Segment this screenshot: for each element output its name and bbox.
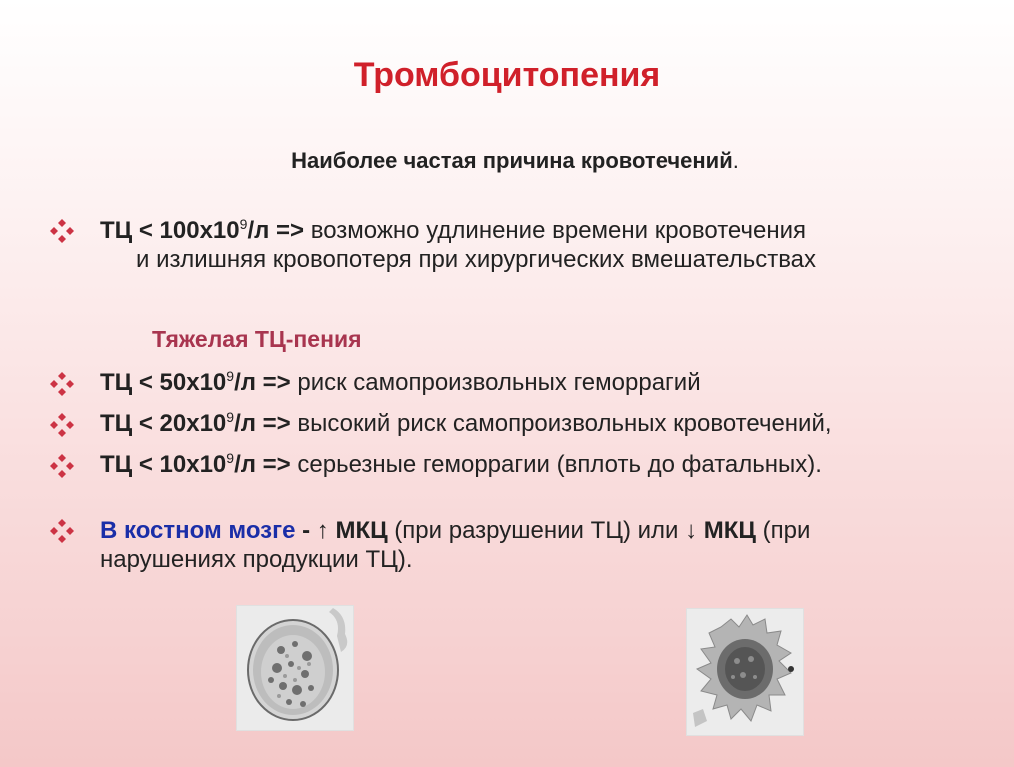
bullet-4-bold-end: /л =>: [234, 451, 291, 478]
marrow-tail: (при: [755, 517, 811, 544]
bullet-4-sup: 9: [226, 450, 235, 466]
bullet-2-bold: ТЦ < 50х10: [100, 369, 227, 396]
bullet-1-sup: 9: [239, 216, 248, 232]
arrow-down-icon: ↓: [685, 517, 698, 544]
subtitle-text: Наиболее частая причина кровотечений: [291, 148, 733, 173]
bullet-3-bold: ТЦ < 20х10: [100, 410, 227, 437]
bullet-4-bold: ТЦ < 10х10: [100, 451, 227, 478]
mkc-1: МКЦ: [328, 517, 388, 544]
bullet-2-bold-end: /л =>: [234, 369, 291, 396]
bullet-2-line: [100, 369, 701, 397]
bullet-4-line: [100, 451, 822, 479]
irregular-megakaryocyte-micrograph: [686, 608, 804, 736]
diamond-bullet-icon: [49, 218, 75, 244]
diamond-bullet-icon: [49, 453, 75, 479]
diamond-bullet-icon: [49, 518, 75, 544]
bullet-1-bold: ТЦ < 100х10: [100, 217, 240, 244]
subtitle-dot: .: [732, 148, 739, 173]
mkc-2: МКЦ: [697, 517, 756, 544]
bullet-2-sup: 9: [226, 368, 235, 384]
bullet-3-text: высокий риск самопроизвольных кровотечений,: [290, 410, 832, 437]
bullet-1-bold-end: /л =>: [247, 217, 305, 244]
arrow-up-icon: ↑: [316, 517, 329, 544]
bullet-3-sup: 9: [226, 409, 235, 425]
slide-title: Тромбоцитопения: [353, 56, 661, 94]
round-megakaryocyte-micrograph: [236, 605, 354, 731]
marrow-dash: -: [295, 517, 317, 544]
severe-label: Тяжелая ТЦ-пения: [152, 326, 362, 352]
marrow-mid: (при разрушении ТЦ) или: [387, 517, 686, 544]
marrow-line-1: [100, 517, 810, 545]
bullet-1-line-1: [100, 217, 806, 245]
marrow-label: В костном мозге: [100, 517, 296, 544]
bullet-2-text: риск самопроизвольных геморрагий: [290, 369, 701, 396]
bullet-1-line-2: и излишняя кровопотеря при хирургических вмешательствах: [136, 246, 817, 273]
marrow-line-2: нарушениях продукции ТЦ).: [100, 546, 413, 573]
bullet-3-bold-end: /л =>: [234, 410, 291, 437]
bullet-4-text: серьезные геморрагии (вплоть до фатальных).: [290, 451, 822, 478]
bullet-1-text: возможно удлинение времени кровотечения: [304, 217, 806, 244]
diamond-bullet-icon: [49, 371, 75, 397]
slide-subtitle: [0, 148, 1014, 174]
bullet-3-line: [100, 410, 832, 438]
diamond-bullet-icon: [49, 412, 75, 438]
